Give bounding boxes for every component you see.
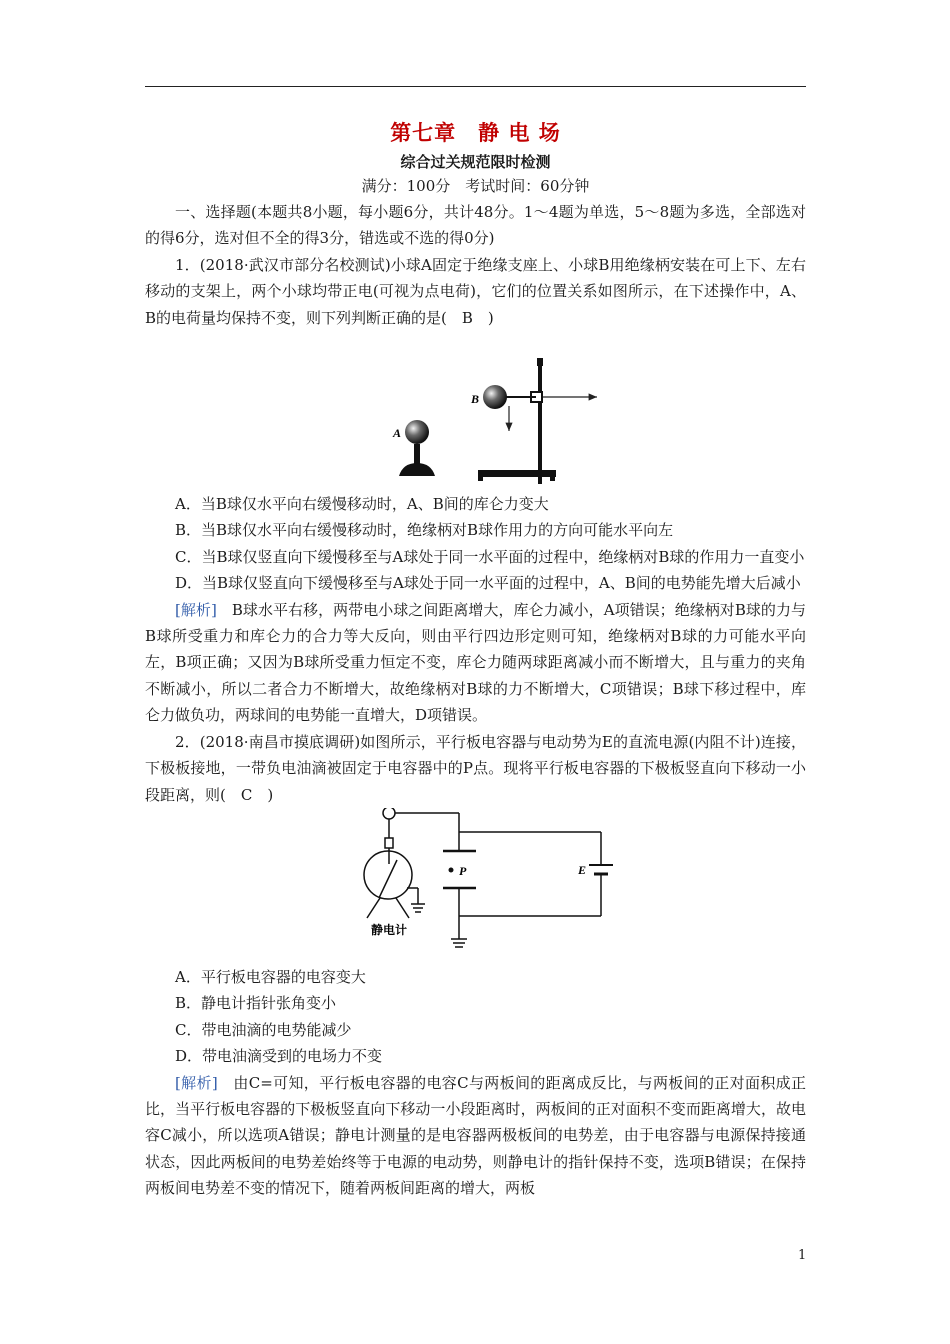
q1-option-c: C．当B球仅竖直向下缓慢移至与A球处于同一水平面的过程中，绝缘柄对B球的作用力一直变小 [175, 547, 805, 566]
q2-analysis [145, 1070, 806, 1202]
coulomb-apparatus-diagram [145, 331, 806, 491]
q2-stem: 2．(2018·南昌市摸底调研)如图所示，平行板电容器与电动势为E的直流电源(内阻不计)连接，下极板接地，一带负电油滴被固定于电容器中的P点。现将平行板电容器的下极板竖直向下移动一小段距离，则( C ) [145, 732, 806, 804]
label-e: E [578, 862, 587, 877]
q2-option-a: A．平行板电容器的电容变大 [175, 967, 366, 986]
q2-figure [145, 808, 806, 964]
q1-figure [145, 331, 806, 491]
ball-a-stand [399, 420, 435, 476]
q1-option-a: A．当B球仅水平向右缓慢移动时，A、B间的库仑力变大 [175, 495, 549, 514]
q1-analysis-text: B球水平右移，两带电小球之间距离增大，库仑力减小，A项错误；绝缘柄对B球的力与B球所受重力和库仑力的合力等大反向，则由平行四边形定则可知，绝缘柄对B球的力可能水平向左，B项正确；又因为B球所受重力恒定不变，库仑力随两球距离减小而不断增大，且与重力的夹角不断减小，所以二者合力不断增大，故绝缘柄对B球的力不断增大，C项错误；B球下移过程中，库仑力做负功，两球间的电势能一直增大，D项错误。 [145, 600, 806, 725]
test-subtitle: 综合过关规范限时检测 [400, 153, 551, 171]
label-a: A [393, 426, 402, 441]
capacitor-circuit-diagram [145, 808, 806, 964]
ball-b-support [478, 358, 597, 484]
header-rule [145, 86, 806, 87]
q2-option-c: C．带电油滴的电势能减少 [175, 1020, 352, 1039]
page-number: 1 [798, 1248, 807, 1263]
label-p: P [459, 863, 467, 878]
exam-meta: 满分：100分 考试时间：60分钟 [361, 177, 590, 195]
q1-option-b: B．当B球仅水平向右缓慢移动时，绝缘柄对B球作用力的方向可能水平向左 [175, 521, 674, 540]
q1-stem: 1．(2018·武汉市部分名校测试)小球A固定于绝缘支座上、小球B用绝缘柄安装在可上下、左右移动的支架上，两个小球均带正电(可视为点电荷)，它们的位置关系如图所示，在下述操作中，A、B的电荷量均保持不变，则下列判断正确的是( B ) [145, 255, 806, 327]
q2-option-d: D．带电油滴受到的电场力不变 [175, 1047, 383, 1066]
analysis-label: [解析] [175, 600, 217, 619]
document-body [145, 118, 806, 1202]
q2-option-b: B．静电计指针张角变小 [175, 994, 337, 1013]
chapter-title: 第七章 静 电 场 [390, 120, 561, 145]
q1-option-d: D．当B球仅竖直向下缓慢移至与A球处于同一水平面的过程中，A、B间的电势能先增大后减小 [175, 574, 801, 593]
q2-analysis-text: 由C=可知，平行板电容器的电容C与两板间的距离成反比，与两板间的正对面积成正比，当平行板电容器的下极板竖直向下移动一小段距离时，两板间的正对面积不变而距离增大，故电容C减小，所以选项A错误；静电计测量的是电容器两极板间的电势差，由于电容器与电源保持接通状态，因此两板间的电势差始终等于电源的电动势，则静电计的指针保持不变，选项B错误；在保持两板间电势差不变的情况下，随着两板间距离的增大，两板 [145, 1073, 806, 1198]
analysis-label: [解析] [175, 1073, 218, 1092]
label-b: B [471, 392, 480, 407]
label-electrometer: 静电计 [371, 922, 408, 937]
section-intro: 一、选择题(本题共8小题，每小题6分，共计48分。1～4题为单选，5～8题为多选，全部选对的得6分，选对但不全的得3分，错选或不选的得0分) [145, 203, 806, 248]
oil-drop-point [449, 867, 454, 872]
q1-analysis [145, 597, 806, 729]
